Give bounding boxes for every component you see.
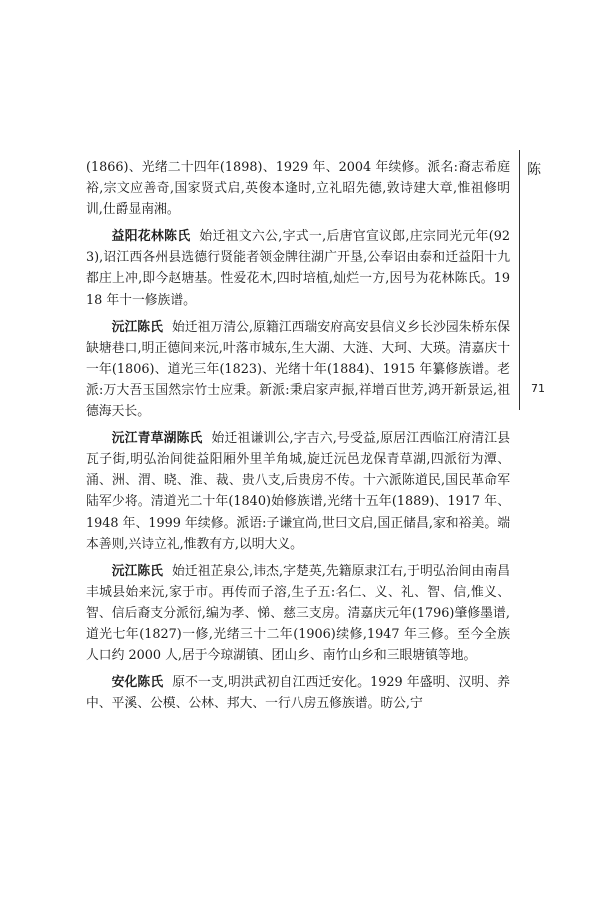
entry-paragraph	[86, 317, 510, 422]
entry-paragraph	[86, 672, 510, 714]
entry-paragraph	[86, 561, 510, 666]
body-text	[86, 157, 510, 720]
paragraph-continued	[86, 157, 510, 220]
entry-paragraph	[86, 428, 510, 555]
paragraph-text: 始迁祖万清公,原籍江西瑞安府高安县信义乡长沙园朱桥东保缺塘巷口,明正德间来沅,叶落市城东,生大湖、大涟、大珂、大瑛。清嘉庆十一年(1806)、道光三年(1823)、光绪十年(1884)、1915 年纂修族谱。老派:万大吾玉国然宗竹士应秉。新派:秉启家声振,祥增百世芳,鸿开新景运,祖德海天长。	[86, 319, 510, 420]
paragraph-text: 始迁祖谦训公,字吉六,号受益,原居江西临江府清江县瓦子街,明弘治间徙益阳厢外里羊角城,旋迁沅邑龙保青草湖,四派衍为潭、涌、洲、渭、晓、淮、裁、贵八支,后贵房不传。十六派陈道民,国民革命军陆军少将。清道光二十年(1840)始修族谱,光绪十五年(1889)、1917 年、1948 年、1999 年续修。派语:子谦宜尚,世曰文启,国正储昌,家和裕美。端本善则,兴诗立礼,惟教有方,以明大义。	[86, 431, 510, 552]
paragraph-text: (1866)、光绪二十四年(1898)、1929 年、2004 年续修。派名:裔志希庭裕,宗文应善奇,国家贤式启,英俊本逢时,立礼昭先德,敦诗建大章,惟祖修明训,仕爵显南湘。	[86, 160, 510, 218]
clan-name: 沅江陈氏	[111, 563, 164, 579]
paragraph-text: 原不一支,明洪武初自江西迁安化。1929 年盛明、汉明、养中、平溪、公模、公林、邦大、一行八房五修族谱。昉公,宁	[86, 675, 511, 712]
paragraph-text: 始迁祖文六公,字式一,后唐官宣议郎,庄宗同光元年(923),诏江西各州县选德行贤能者领金牌往湖广开垦,公奉诏由泰和迁益阳十九都庄上冲,即今赵塘基。性爱花木,四时培植,灿烂一方,因号为花林陈氏。1918 年十一修族谱。	[86, 229, 510, 308]
paragraph-text: 始迁祖芷泉公,讳杰,字楚英,先籍原隶江右,于明弘治间由南昌丰城县始来沅,家于市。再传而子溶,生子五:名仁、义、礼、智、信,惟义、智、信后裔支分派衍,编为孝、悌、慈三支房。清嘉庆元年(1796)肇修墨谱,道光七年(1827)一修,光绪三十二年(1906)续修,1947 年三修。至今全族人口约 2000 人,居于今琼湖镇、团山乡、南竹山乡和三眼塘镇等地。	[86, 563, 510, 664]
section-label: 陈	[527, 162, 541, 178]
page-number: 71	[531, 382, 545, 395]
entry-paragraph	[86, 226, 510, 310]
clan-name: 益阳花林陈氏	[111, 229, 191, 245]
margin-rule	[519, 150, 520, 410]
clan-name: 安化陈氏	[111, 675, 164, 691]
clan-name: 沅江陈氏	[111, 319, 163, 335]
clan-name: 沅江青草湖陈氏	[111, 431, 203, 447]
